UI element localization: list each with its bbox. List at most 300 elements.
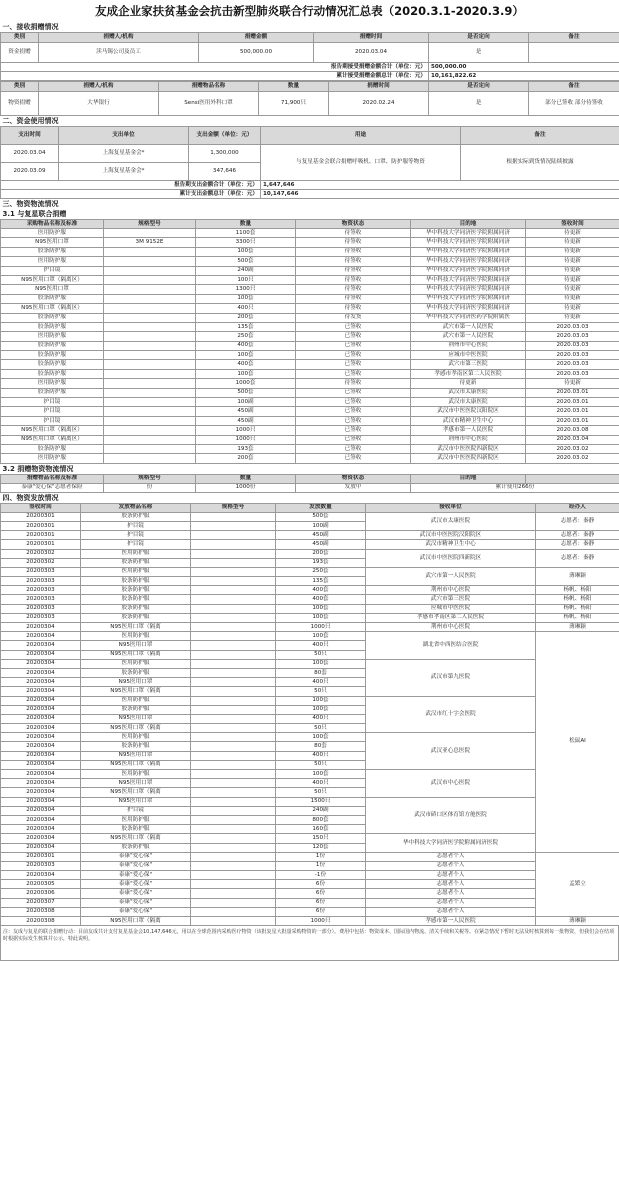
table-row	[1, 454, 619, 463]
table-cell	[191, 613, 276, 622]
table-cell	[191, 687, 276, 696]
table-cell	[104, 247, 196, 256]
receiver-cell: 孝感市孝南区第二人民医院	[366, 613, 536, 622]
table-cell: 20200306	[1, 889, 81, 898]
table-row	[1, 407, 619, 416]
column-header: 发放物品名称	[81, 503, 191, 512]
table-cell: 50只	[276, 788, 366, 797]
table-cell: 3300只	[196, 238, 296, 247]
table-cell	[104, 369, 196, 378]
table-cell: 200套	[276, 549, 366, 558]
table-row	[1, 313, 619, 322]
table-row	[1, 388, 619, 397]
table-cell: 450副	[276, 531, 366, 540]
table-cell: 2020.03.08	[526, 426, 619, 435]
table-cell: 华中科技大学同济医学院附属同济	[411, 229, 526, 238]
table-cell: 待签收	[296, 229, 411, 238]
table-cell: 20200308	[1, 917, 81, 926]
table-cell	[104, 444, 196, 453]
handler-cell: 薄琳颖	[536, 567, 619, 585]
table-cell: 胶条防护服	[1, 388, 104, 397]
table-cell: 2020.03.02	[526, 444, 619, 453]
table-cell: 医用防护服	[81, 659, 191, 668]
table-cell	[191, 843, 276, 852]
table-cell: 已签收	[296, 388, 411, 397]
table-cell: 武穴市第一人民医院	[411, 332, 526, 341]
table-cell: 100套	[276, 770, 366, 779]
receiver-cell: 志愿者个人	[366, 880, 536, 889]
table-row	[1, 880, 619, 889]
handler-cell: 杨帆、杨阳	[536, 586, 619, 595]
table-cell: N95医用口罩（隔离	[81, 623, 191, 632]
table-cell: 胶条防护服	[81, 742, 191, 751]
table-cell: 待更新	[526, 285, 619, 294]
table-cell: 2020.03.03	[526, 351, 619, 360]
table-cell: 医用防护服	[1, 379, 104, 388]
table-cell: 1000套	[196, 379, 296, 388]
table-cell: 胶条防护服	[81, 668, 191, 677]
table-row	[1, 351, 619, 360]
table-row	[1, 852, 619, 861]
table-cell: N95医用口罩	[81, 714, 191, 723]
table-cell: 450副	[276, 540, 366, 549]
column-header: 支出单位	[59, 127, 189, 145]
table-cell: 医用防护服	[81, 632, 191, 641]
column-header: 备注	[529, 33, 619, 43]
table-cell: 6份	[276, 907, 366, 916]
table-cell: 胶条防护服	[81, 512, 191, 521]
receiver-cell: 孝感市第一人民医院	[366, 917, 536, 926]
table-cell: 胶条防护服	[81, 705, 191, 714]
table-cell: 20200304	[1, 687, 81, 696]
table-cell: 胶条防护服	[81, 613, 191, 622]
table-cell: 2020.03.03	[526, 322, 619, 331]
table-cell: 20200303	[1, 613, 81, 622]
table-cell: 800套	[276, 815, 366, 824]
table-cell: 胶条防护服	[81, 577, 191, 586]
table-cell: 20200304	[1, 825, 81, 834]
table-cell: 2020.03.04	[314, 43, 429, 63]
donations-cash-table	[0, 22, 619, 81]
table-cell: N95医用口罩（隔离	[81, 650, 191, 659]
table-cell: N95医用口罩（隔离区）	[1, 426, 104, 435]
table-cell: 胶条防护服	[1, 360, 104, 369]
table-cell: 已签收	[296, 416, 411, 425]
receiver-cell: 武穴市第一人民医院	[366, 567, 536, 585]
column-header: 规格型号	[104, 474, 196, 483]
receiver-cell: 志愿者个人	[366, 861, 536, 870]
table-cell: 6份	[276, 898, 366, 907]
table-row	[1, 549, 619, 558]
table-row	[1, 917, 619, 926]
table-cell: 2020.03.03	[526, 332, 619, 341]
table-cell: 250套	[196, 332, 296, 341]
table-cell	[191, 815, 276, 824]
table-row	[1, 304, 619, 313]
table-row	[1, 567, 619, 576]
table-cell: 华中科技大学同济医学院附属同济	[411, 238, 526, 247]
table-cell	[191, 770, 276, 779]
table-cell	[104, 454, 196, 463]
table-cell: N95医用口罩（隔离区）	[1, 275, 104, 284]
table-cell: 泰康"爱心保"	[81, 861, 191, 870]
table-cell	[191, 623, 276, 632]
table-cell: 泰康"爱心保"	[81, 880, 191, 889]
period-total-value: 500,000.00	[429, 63, 619, 72]
table-row	[1, 322, 619, 331]
table-cell: 1100套	[196, 229, 296, 238]
table-cell: 是	[429, 43, 529, 63]
handler-cell: 志愿者：秦静	[536, 540, 619, 549]
table-row	[1, 199, 619, 209]
table-row	[1, 907, 619, 916]
table-cell: 胶条防护服	[81, 595, 191, 604]
table-cell: 孝感市第一人民医院	[411, 426, 526, 435]
table-cell	[104, 275, 196, 284]
column-header: 接收单位	[366, 503, 536, 512]
table-row	[1, 127, 619, 145]
table-cell: 100套	[276, 705, 366, 714]
table-cell: 100只	[196, 275, 296, 284]
table-cell: 医用防护服	[81, 733, 191, 742]
table-cell: 大华银行	[39, 92, 159, 116]
table-cell: N95医用口罩	[81, 797, 191, 806]
table-cell: 20200304	[1, 834, 81, 843]
table-row	[1, 332, 619, 341]
receiver-cell: 荆州市中心医院	[366, 586, 536, 595]
table-cell: 胶条防护服	[1, 313, 104, 322]
table-cell: 华中科技大学同济医学院附属同济	[411, 266, 526, 275]
table-cell: 待更新	[526, 257, 619, 266]
receiver-cell: 武汉市硚口区体育馆方舱医院	[366, 797, 536, 834]
table-cell: 450副	[196, 416, 296, 425]
table-cell	[191, 760, 276, 769]
table-cell: 2020.03.09	[1, 163, 59, 181]
table-cell: 医用防护服	[1, 229, 104, 238]
cumulative-total-value: 10,147,646	[261, 190, 619, 199]
table-row	[1, 33, 619, 43]
table-cell: 20200304	[1, 843, 81, 852]
table-cell: 20200307	[1, 898, 81, 907]
column-header: 用途	[261, 127, 461, 145]
table-cell	[104, 322, 196, 331]
table-row	[1, 632, 619, 641]
table-cell	[191, 751, 276, 760]
table-cell: 150只	[276, 834, 366, 843]
table-cell: 上海复星基金会*	[59, 163, 189, 181]
table-row	[1, 379, 619, 388]
table-cell	[191, 907, 276, 916]
table-row	[1, 889, 619, 898]
table-cell: 450副	[196, 407, 296, 416]
receiver-cell: 武汉市中医医院汉阳院区	[366, 531, 536, 540]
table-cell	[191, 595, 276, 604]
table-cell	[191, 641, 276, 650]
column-header: 签收时间	[526, 220, 619, 229]
column-header: 目的地	[411, 220, 526, 229]
table-cell	[104, 379, 196, 388]
table-cell: 2020.02.24	[329, 92, 429, 116]
purpose-cell: 与复星基金会联合捐赠呼吸机、口罩、防护服等物资	[261, 145, 461, 181]
table-cell: 累计使用266份	[411, 483, 619, 492]
table-cell: 待更新	[411, 379, 526, 388]
table-cell	[191, 797, 276, 806]
table-cell	[191, 650, 276, 659]
table-cell: N95医用口罩（隔离	[81, 834, 191, 843]
table-cell: 100套	[276, 604, 366, 613]
table-cell: 护目镜	[1, 266, 104, 275]
table-cell	[191, 678, 276, 687]
table-row	[1, 512, 619, 521]
table-cell: 400套	[276, 595, 366, 604]
table-cell	[526, 474, 619, 483]
table-row	[1, 220, 619, 229]
column-header: 捐赠时间	[314, 33, 429, 43]
table-row	[1, 623, 619, 632]
table-cell: 100副	[196, 398, 296, 407]
table-cell: 护目镜	[1, 416, 104, 425]
table-cell: 500套	[276, 512, 366, 521]
receiver-cell: 荆州市中心医院	[366, 623, 536, 632]
table-cell: N95医用口罩	[81, 751, 191, 760]
table-cell: 1500只	[276, 797, 366, 806]
table-row	[1, 834, 619, 843]
column-header: 发放数量	[276, 503, 366, 512]
table-cell	[191, 567, 276, 576]
table-cell	[191, 714, 276, 723]
table-cell: 20200304	[1, 632, 81, 641]
table-cell: 待签收	[296, 247, 411, 256]
table-cell	[191, 871, 276, 880]
subsection-heading: 3.1 与复星联合捐赠	[1, 209, 619, 220]
table-row	[1, 92, 619, 116]
table-cell: 20200304	[1, 724, 81, 733]
table-cell: 2020.03.04	[1, 145, 59, 163]
table-cell: 20200301	[1, 540, 81, 549]
table-cell: 胶条防护服	[81, 825, 191, 834]
table-cell: 武汉市中医医院汉阳院区	[411, 407, 526, 416]
table-cell	[104, 407, 196, 416]
handler-cell: 志愿者：秦静	[536, 512, 619, 530]
handler-cell: 杨帆、杨阳	[536, 604, 619, 613]
table-cell	[191, 696, 276, 705]
table-cell: N95医用口罩	[81, 779, 191, 788]
column-header: 备注	[461, 127, 619, 145]
table-cell: 待更新	[526, 247, 619, 256]
table-cell: 200套	[196, 454, 296, 463]
table-cell: 武穴市第一人民医院	[411, 322, 526, 331]
table-row	[1, 426, 619, 435]
column-header: 捐赠金额	[199, 33, 314, 43]
table-row	[1, 416, 619, 425]
table-cell: 已签收	[296, 369, 411, 378]
table-cell	[104, 426, 196, 435]
table-cell: 100套	[276, 659, 366, 668]
table-cell: -1份	[276, 871, 366, 880]
table-cell: 华中科技大学同济医药学院附属医	[411, 313, 526, 322]
table-cell: 医用防护服	[81, 770, 191, 779]
table-cell: 护目镜	[1, 407, 104, 416]
table-cell: 护目镜	[81, 531, 191, 540]
table-row	[1, 229, 619, 238]
table-cell: 待发货	[296, 313, 411, 322]
column-header: 捐赠人/机构	[39, 82, 159, 92]
table-cell: 135套	[196, 322, 296, 331]
table-cell: 胶条防护服	[1, 444, 104, 453]
receiver-cell: 志愿者个人	[366, 852, 536, 861]
table-cell: 80套	[276, 668, 366, 677]
cumulative-total-label: 累计接受捐赠金额总计（单位：元）	[1, 72, 429, 81]
section-heading-fund-usage: 二、资金使用情况	[1, 116, 619, 127]
category-cell: 资金捐赠	[1, 43, 39, 63]
table-cell: 20200302	[1, 558, 81, 567]
table-cell	[104, 388, 196, 397]
table-row	[1, 63, 619, 72]
table-cell: 华中科技大学同济医学院附属同济	[411, 257, 526, 266]
table-row	[1, 22, 619, 33]
table-row	[1, 398, 619, 407]
table-row	[1, 659, 619, 668]
table-cell: 20200301	[1, 512, 81, 521]
table-cell	[104, 398, 196, 407]
table-cell: 胶条防护服	[81, 843, 191, 852]
table-cell: 1000只	[196, 435, 296, 444]
fund-usage-table	[0, 116, 619, 199]
table-cell	[104, 360, 196, 369]
table-cell: 武汉市中医医院四新院区	[411, 454, 526, 463]
table-cell: 武汉市太康医院	[411, 388, 526, 397]
table-cell: 20200304	[1, 806, 81, 815]
table-cell: 1000份	[196, 483, 296, 492]
table-cell	[104, 285, 196, 294]
table-cell: 医用防护服	[81, 815, 191, 824]
table-cell: 胶条防护服	[1, 247, 104, 256]
table-row	[1, 586, 619, 595]
table-cell: 400只	[276, 779, 366, 788]
distribution-table	[0, 493, 619, 926]
table-cell: 泰康"爱心保"	[81, 852, 191, 861]
subsection-heading: 3.2 捐赠物资物流情况	[1, 463, 619, 474]
table-cell: N95医用口罩（隔离区）	[1, 304, 104, 313]
donations-goods-table	[0, 81, 619, 116]
table-cell: 20200303	[1, 604, 81, 613]
table-cell: 胶条防护服	[81, 604, 191, 613]
table-cell: 2020.03.03	[526, 360, 619, 369]
table-cell: 已签收	[296, 444, 411, 453]
table-cell: 荆州市中心医院	[411, 341, 526, 350]
table-cell: 胶条防护服	[81, 558, 191, 567]
table-row	[1, 435, 619, 444]
table-cell: 20200304	[1, 871, 81, 880]
receiver-cell: 武穴市第三医院	[366, 595, 536, 604]
table-cell: 400只	[276, 678, 366, 687]
table-cell: 6份	[276, 889, 366, 898]
table-cell: 待更新	[526, 238, 619, 247]
table-cell: 武汉市中医医院四新院区	[411, 444, 526, 453]
table-cell: N95医用口罩（隔离	[81, 760, 191, 769]
table-cell	[104, 351, 196, 360]
table-row	[1, 82, 619, 92]
table-row	[1, 43, 619, 63]
table-cell: 华中科技大学同济医学院附属同济	[411, 285, 526, 294]
table-cell: 80套	[276, 742, 366, 751]
table-cell: 2020.03.01	[526, 416, 619, 425]
category-cell: 物资捐赠	[1, 92, 39, 116]
table-cell: 已签收	[296, 351, 411, 360]
table-cell: 500,000.00	[199, 43, 314, 63]
table-cell: 华中科技大学同济医学院附属同济	[411, 294, 526, 303]
receiver-cell: 武汉市中医医院四新院区	[366, 549, 536, 567]
table-cell: 1份	[276, 852, 366, 861]
section-heading-logistics: 三、物资物流情况	[1, 199, 619, 209]
table-cell: 胶条防护服	[81, 586, 191, 595]
table-cell	[191, 586, 276, 595]
column-header: 捐赠时间	[329, 82, 429, 92]
table-cell: 医用防护服	[1, 332, 104, 341]
table-cell: 2020.03.02	[526, 454, 619, 463]
table-cell: 20200304	[1, 788, 81, 797]
table-cell: 2020.03.03	[526, 341, 619, 350]
table-cell	[191, 917, 276, 926]
table-cell	[191, 668, 276, 677]
table-cell: 护目镜	[81, 521, 191, 530]
table-cell: 待签收	[296, 304, 411, 313]
table-row	[1, 294, 619, 303]
table-cell: 1000只	[276, 623, 366, 632]
table-cell: 已签收	[296, 398, 411, 407]
table-cell: 已签收	[296, 435, 411, 444]
handler-cell: 松鼠AI	[536, 632, 619, 853]
table-cell: 20200303	[1, 861, 81, 870]
table-row	[1, 285, 619, 294]
remark-cell: 根据实际到货情况陆续披露	[461, 145, 619, 181]
table-cell: 2020.03.01	[526, 407, 619, 416]
table-cell: 20200303	[1, 577, 81, 586]
table-cell: 泰康"爱心保"志愿者保险	[1, 483, 104, 492]
table-cell: N95医用口罩（隔离	[81, 917, 191, 926]
table-cell	[191, 825, 276, 834]
table-cell: 20200303	[1, 586, 81, 595]
table-cell: N95医用口罩	[81, 641, 191, 650]
table-row	[1, 116, 619, 127]
table-row	[1, 540, 619, 549]
table-row	[1, 604, 619, 613]
period-total-value: 1,647,646	[261, 181, 619, 190]
table-row	[1, 797, 619, 806]
table-cell: 已签收	[296, 332, 411, 341]
handler-cell: 杨帆、杨阳	[536, 595, 619, 604]
table-cell: 160套	[276, 825, 366, 834]
table-cell: 6份	[276, 880, 366, 889]
table-cell: 193套	[196, 444, 296, 453]
table-cell: 50只	[276, 760, 366, 769]
table-cell: 20200303	[1, 567, 81, 576]
table-cell: 医用防护服	[81, 696, 191, 705]
table-cell	[191, 742, 276, 751]
table-cell: N95医用口罩（隔离	[81, 724, 191, 733]
table-cell: 医用防护服	[1, 257, 104, 266]
table-row	[1, 898, 619, 907]
table-cell: 400只	[276, 714, 366, 723]
table-cell: 100套	[276, 613, 366, 622]
table-cell: 华中科技大学同济医学院附属同济	[411, 247, 526, 256]
receiver-cell: 武汉市精神卫生中心	[366, 540, 536, 549]
table-cell: 部分已签收 部分待签收	[529, 92, 619, 116]
table-row	[1, 696, 619, 705]
table-cell: 100套	[196, 294, 296, 303]
column-header: 采购物品名称及标准	[1, 220, 104, 229]
table-cell: 50只	[276, 687, 366, 696]
